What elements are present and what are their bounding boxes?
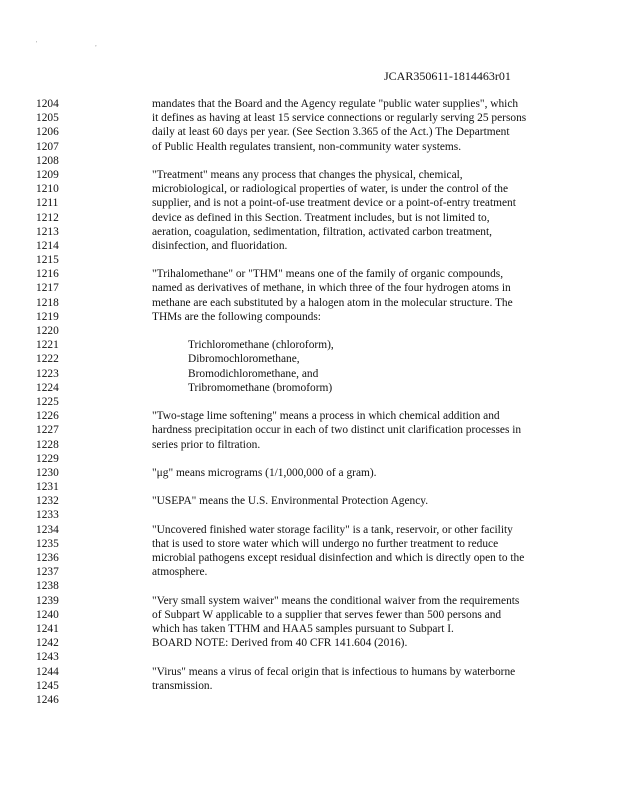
line-number: 1235 [36, 537, 59, 550]
line-number: 1234 [36, 523, 59, 536]
line-number: 1222 [36, 353, 59, 366]
line-number: 1237 [36, 566, 59, 579]
line-text: aeration, coagulation, sedimentation, filtration, activated carbon treatment, [152, 225, 493, 238]
text-line [36, 338, 596, 352]
text-line [36, 367, 596, 381]
text-line [36, 537, 596, 551]
text-line [36, 622, 596, 636]
line-number: 1245 [36, 679, 59, 692]
line-number: 1224 [36, 381, 59, 394]
text-line [36, 508, 596, 522]
text-line [36, 182, 596, 196]
line-text: transmission. [152, 679, 213, 692]
line-text: hardness precipitation occur in each of two distinct unit clarification processes in [152, 424, 522, 437]
line-text: mandates that the Board and the Agency regulate "public water supplies", which [152, 98, 519, 110]
line-text: device as defined in this Section. Treatment includes, but is not limited to, [152, 211, 490, 224]
line-text: Trichloromethane (chloroform), [188, 339, 334, 352]
text-line [36, 423, 596, 437]
text-line [36, 480, 596, 494]
line-text: "Two-stage lime softening" means a process in which chemical addition and [152, 410, 500, 423]
line-text: series prior to filtration. [152, 438, 261, 451]
line-number: 1236 [36, 552, 59, 564]
text-line [36, 466, 596, 480]
line-text: "Trihalomethane" or "THM" means one of the family of organic compounds, [152, 268, 504, 281]
line-text: it defines as having at least 15 service connections or regularly serving 25 persons [152, 112, 527, 125]
line-number: 1233 [36, 509, 59, 522]
line-text: microbial pathogens except residual disinfection and which is directly open to the [152, 552, 525, 564]
line-text: supplier, and is not a point-of-use treatment device or a point-of-entry treatment [152, 197, 516, 210]
line-number: 1242 [36, 637, 59, 650]
text-line [36, 650, 596, 664]
text-line [36, 125, 596, 139]
line-text: "Virus" means a virus of fecal origin that is infectious to humans by waterborne [152, 665, 516, 678]
line-number: 1221 [36, 339, 59, 352]
line-number: 1210 [36, 183, 59, 196]
text-line [36, 211, 596, 225]
line-number: 1215 [36, 254, 59, 267]
text-line [36, 97, 596, 111]
text-line [36, 324, 596, 338]
line-text: which has taken TTHM and HAA5 samples pursuant to Subpart I. [152, 622, 454, 635]
line-text: methane are each substituted by a halogen atom in the molecular structure. The [152, 296, 513, 309]
text-line [36, 168, 596, 182]
line-number: 1211 [36, 197, 59, 210]
text-line [36, 196, 596, 210]
line-text: "Treatment" means any process that changes the physical, chemical, [152, 168, 463, 181]
line-text: disinfection, and fluoridation. [152, 239, 288, 252]
line-text: "Uncovered finished water storage facility" is a tank, reservoir, or other facility [152, 523, 513, 536]
line-number: 1214 [36, 239, 59, 252]
line-number: 1216 [36, 268, 59, 281]
text-line [36, 608, 596, 622]
line-text: BOARD NOTE: Derived from 40 CFR 141.604 (2016). [152, 637, 408, 650]
line-text: that is used to store water which will undergo no further treatment to reduce [152, 537, 499, 550]
line-text: atmosphere. [152, 566, 208, 579]
line-text: "Very small system waiver" means the conditional waiver from the requirements [152, 594, 520, 607]
numbered-text-body [36, 97, 596, 707]
text-line [36, 352, 596, 366]
line-number: 1220 [36, 325, 59, 337]
line-number: 1206 [36, 126, 59, 139]
text-line [36, 579, 596, 593]
line-number: 1217 [36, 282, 59, 295]
text-line [36, 438, 596, 452]
line-number: 1218 [36, 296, 59, 309]
line-text: "USEPA" means the U.S. Environmental Protection Agency. [152, 495, 429, 508]
line-text: Tribromomethane (bromoform) [188, 381, 333, 394]
text-line [36, 381, 596, 395]
document-id: JCAR350611-1814463r01 [384, 69, 511, 83]
line-number: 1229 [36, 452, 59, 465]
line-number: 1228 [36, 438, 59, 451]
text-line [36, 551, 596, 565]
line-number: 1205 [36, 112, 59, 125]
text-line [36, 409, 596, 423]
line-number: 1208 [36, 154, 59, 167]
line-number: 1209 [36, 168, 59, 181]
line-number: 1207 [36, 140, 59, 153]
line-number: 1213 [36, 225, 59, 238]
line-number: 1246 [36, 693, 59, 706]
text-line [36, 594, 596, 608]
line-text: daily at least 60 days per year. (See Section 3.365 of the Act.) The Department [152, 126, 510, 139]
line-text: THMs are the following compounds: [152, 310, 321, 323]
text-line [36, 154, 596, 168]
line-text: named as derivatives of methane, in which three of the four hydrogen atoms in [152, 282, 511, 295]
text-line [36, 636, 596, 650]
text-line [36, 494, 596, 508]
line-number: 1244 [36, 665, 59, 678]
text-line [36, 523, 596, 537]
line-number: 1219 [36, 310, 59, 323]
text-line [36, 679, 596, 693]
line-number: 1240 [36, 608, 59, 621]
line-number: 1238 [36, 580, 59, 593]
text-line [36, 140, 596, 154]
line-number: 1204 [36, 98, 59, 110]
text-line [36, 395, 596, 409]
line-number: 1232 [36, 495, 59, 508]
text-line [36, 281, 596, 295]
text-line [36, 665, 596, 679]
line-number: 1227 [36, 424, 59, 437]
text-line [36, 225, 596, 239]
scan-marks: ' , [36, 40, 125, 48]
text-line [36, 296, 596, 310]
line-number: 1225 [36, 395, 59, 408]
line-text: of Subpart W applicable to a supplier that serves fewer than 500 persons and [152, 608, 502, 621]
line-text: microbiological, or radiological properties of water, is under the control of the [152, 183, 509, 196]
line-number: 1212 [36, 211, 59, 224]
text-line [36, 239, 596, 253]
line-text: of Public Health regulates transient, non-community water systems. [152, 140, 462, 153]
line-text: Dibromochloromethane, [188, 353, 300, 366]
text-line [36, 111, 596, 125]
line-number: 1231 [36, 481, 59, 494]
line-number: 1239 [36, 594, 59, 607]
text-line [36, 253, 596, 267]
text-line [36, 310, 596, 324]
text-line [36, 693, 596, 707]
line-text: "μg" means micrograms (1/1,000,000 of a gram). [152, 466, 377, 479]
line-number: 1230 [36, 466, 59, 479]
text-line [36, 565, 596, 579]
line-number: 1243 [36, 651, 59, 664]
line-text: Bromodichloromethane, and [188, 367, 319, 380]
text-line [36, 452, 596, 466]
text-line [36, 267, 596, 281]
line-number: 1223 [36, 367, 59, 380]
line-number: 1241 [36, 622, 59, 635]
line-number: 1226 [36, 410, 59, 423]
